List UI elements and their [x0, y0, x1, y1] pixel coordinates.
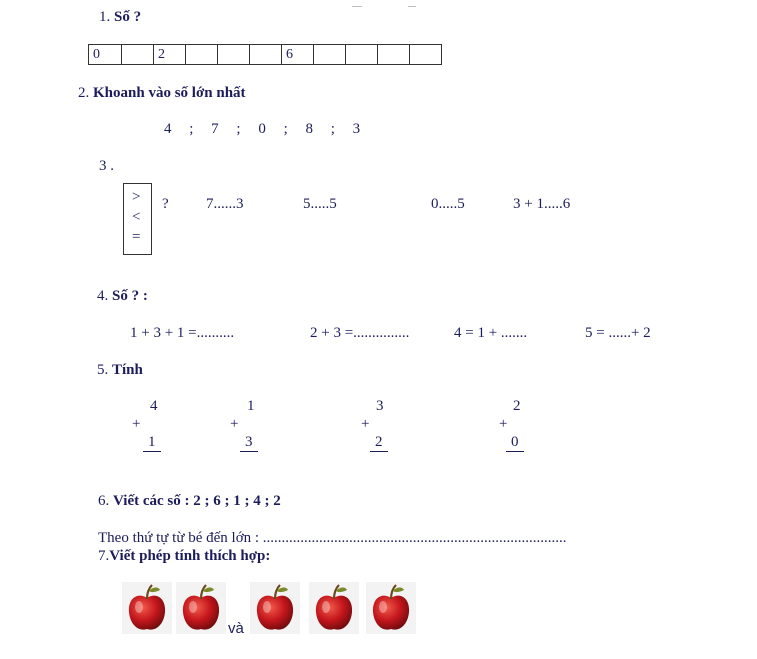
number-cell[interactable]: 2	[153, 45, 185, 64]
addend-bottom[interactable]: 1	[143, 434, 161, 452]
number-cell[interactable]	[409, 45, 441, 64]
q7-label: 7.	[98, 548, 110, 564]
q5-title: Tính	[112, 362, 143, 378]
addend-top: 3	[376, 398, 384, 414]
compare-item[interactable]: 5.....5	[303, 196, 337, 212]
addition-problem	[499, 398, 539, 458]
q1-title: Số ?	[114, 9, 142, 25]
addend-bottom[interactable]: 0	[506, 434, 524, 452]
fill-in-item[interactable]: 1 + 3 + 1 =..........	[130, 325, 235, 341]
number-cell[interactable]	[313, 45, 345, 64]
q7-title: Viết phép tính thích hợp:	[109, 548, 271, 564]
number-cell[interactable]: 6	[281, 45, 313, 64]
number-cell[interactable]	[121, 45, 153, 64]
apple-icon	[122, 582, 172, 634]
q2-heading	[78, 85, 246, 102]
equal-sign: =	[132, 229, 141, 245]
q2-label: 2.	[78, 85, 90, 101]
q7-heading	[98, 548, 270, 565]
number-sequence-boxes	[88, 44, 442, 65]
apple-icon	[176, 582, 226, 634]
addend-top: 2	[513, 398, 521, 414]
comparison-sign-box	[123, 183, 152, 255]
apple-icon	[309, 582, 359, 634]
decor-dash	[352, 6, 362, 7]
q3-question-mark: ?	[162, 196, 169, 212]
apple-icon	[250, 582, 300, 634]
plus-sign: +	[230, 416, 239, 432]
fill-in-item[interactable]: 5 = ......+ 2	[585, 325, 651, 341]
addend-top: 1	[247, 398, 255, 414]
q6-label: 6.	[98, 493, 110, 509]
decor-dash	[408, 6, 416, 7]
addition-problem	[361, 398, 401, 458]
compare-item[interactable]: 0.....5	[431, 196, 465, 212]
connector-word: và	[228, 620, 244, 637]
q4-label: 4.	[97, 288, 109, 304]
number-cell[interactable]	[185, 45, 217, 64]
number-cell[interactable]	[249, 45, 281, 64]
plus-sign: +	[361, 416, 370, 432]
addition-problem	[230, 398, 270, 458]
fill-in-item[interactable]: 4 = 1 + .......	[454, 325, 528, 341]
q5-label: 5.	[97, 362, 109, 378]
plus-sign: +	[132, 416, 141, 432]
number-cell[interactable]	[345, 45, 377, 64]
q2-number-list: 4 ; 7 ; 0 ; 8 ; 3	[164, 121, 361, 137]
apple-icon	[366, 582, 416, 634]
q1-heading	[99, 9, 141, 26]
q6-heading	[98, 493, 281, 510]
q2-title: Khoanh vào số lớn nhất	[93, 85, 246, 101]
number-cell[interactable]: 0	[93, 47, 100, 62]
compare-item[interactable]: 3 + 1.....6	[513, 196, 571, 212]
number-cell[interactable]	[377, 45, 409, 64]
addition-problem	[132, 398, 172, 458]
q4-title: Số ? :	[112, 288, 148, 304]
q1-label: 1.	[99, 9, 111, 25]
q5-heading	[97, 362, 143, 379]
number-cell[interactable]	[217, 45, 249, 64]
q3-label: 3 .	[99, 158, 114, 174]
addend-bottom[interactable]: 2	[370, 434, 388, 452]
q6-title: Viết các số : 2 ; 6 ; 1 ; 4 ; 2	[113, 493, 281, 509]
q6-instruction[interactable]: Theo thứ tự từ bé đến lớn : .................................................................................	[98, 530, 567, 546]
plus-sign: +	[499, 416, 508, 432]
fill-in-item[interactable]: 2 + 3 =...............	[310, 325, 410, 341]
compare-item[interactable]: 7......3	[206, 196, 244, 212]
q4-heading	[97, 288, 148, 305]
addend-top: 4	[150, 398, 158, 414]
greater-sign: >	[132, 189, 141, 205]
addend-bottom[interactable]: 3	[240, 434, 258, 452]
less-sign: <	[132, 209, 141, 225]
